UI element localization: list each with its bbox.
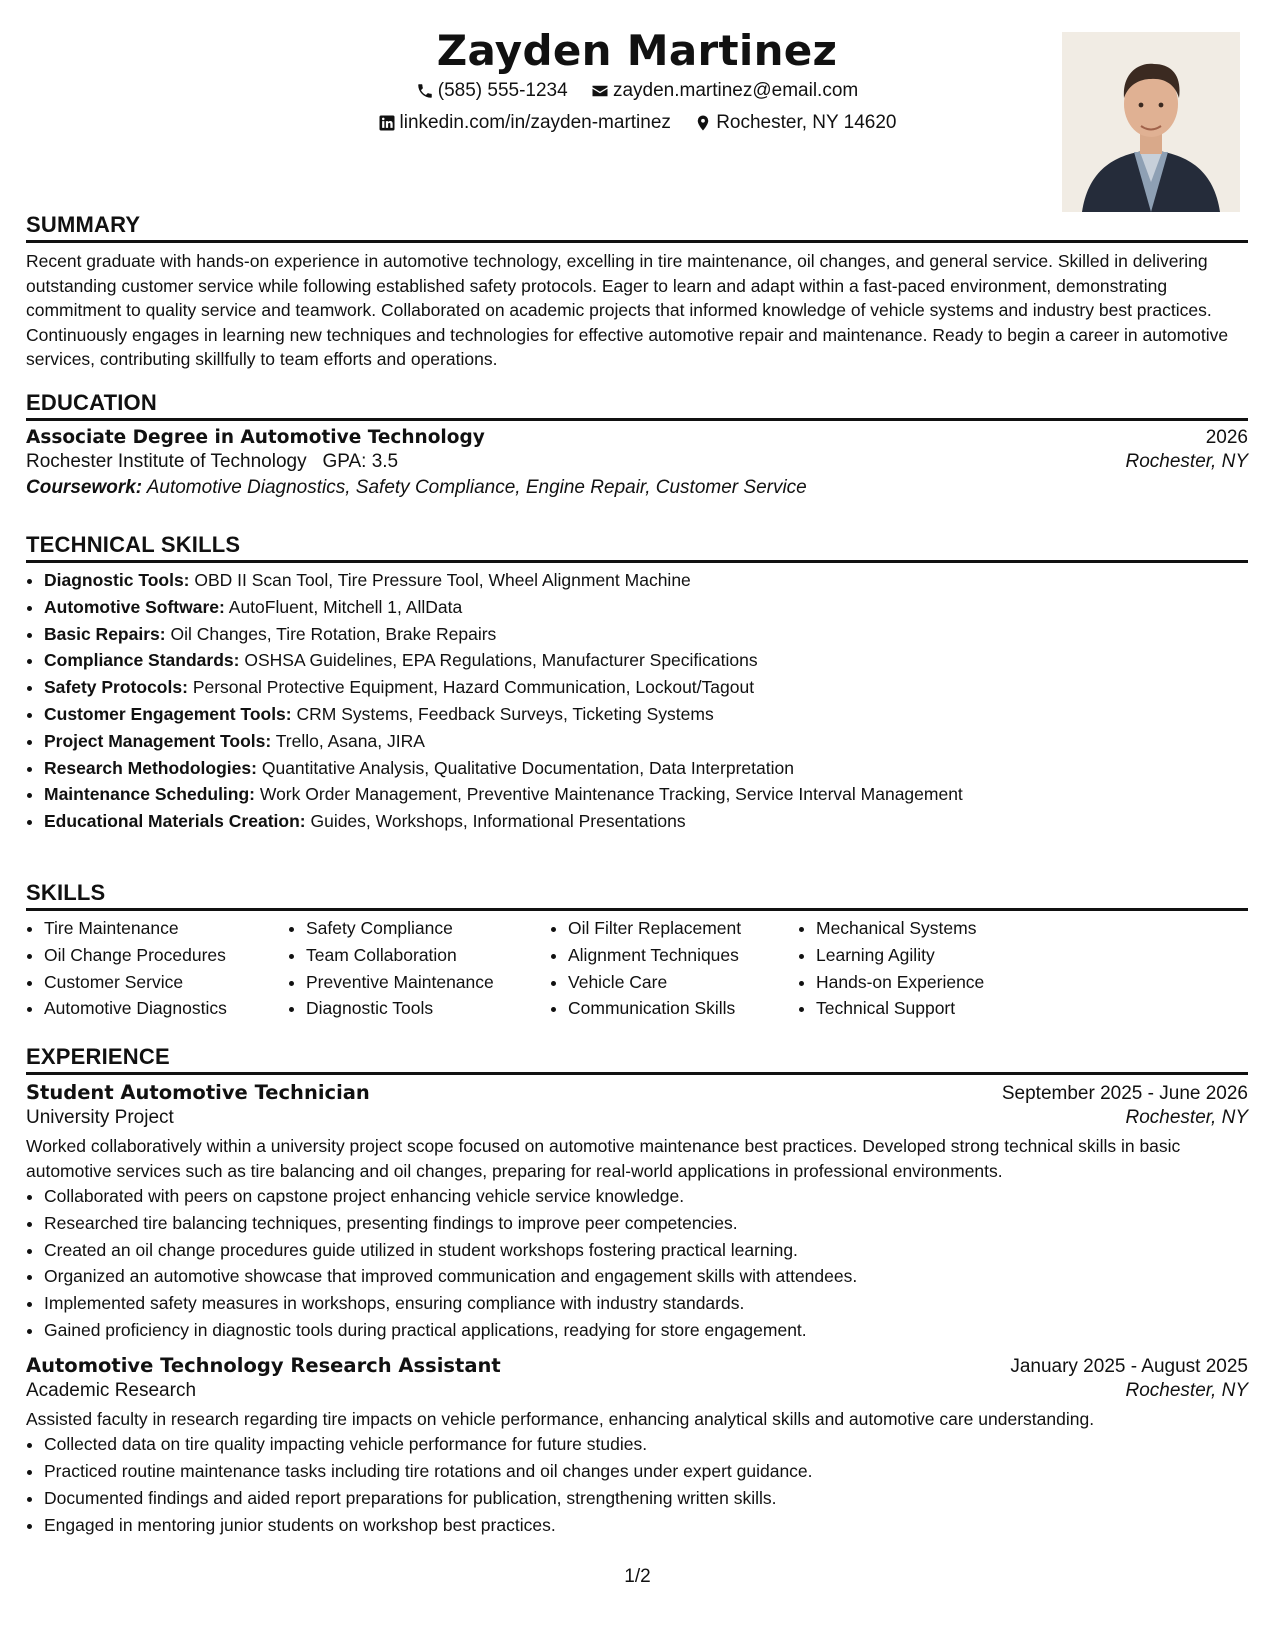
list-item: • Diagnostic Tools: OBD II Scan Tool, Tire Pressure Tool, Wheel Alignment Machine bbox=[44, 567, 1248, 594]
phone-contact[interactable] bbox=[416, 80, 568, 102]
list-item: • Researched tire balancing techniques, presenting findings to improve peer competencies. bbox=[44, 1210, 1248, 1237]
skills-column-3 bbox=[550, 915, 798, 1022]
list-item: • Compliance Standards: OSHSA Guidelines, EPA Regulations, Manufacturer Specifications bbox=[44, 647, 1248, 674]
summary-text: Recent graduate with hands-on experience in automotive technology, excelling in tire maintenance, oil changes, and general service. Skilled in delivering outstanding customer service while following established safety protocols. Eager to learn and adapt within a fast-paced environment, demonstrating commitment to quality service and teamwork. Collaborated on academic projects that informed knowledge of vehicle systems and industry best practices. Continuously engages in learning new techniques and technologies for effective automotive repair and maintenance. Ready to begin a career in automotive services, contributing skillfully to team efforts and operations. bbox=[26, 251, 1229, 369]
profile-photo bbox=[1062, 32, 1240, 212]
job-title: Student Automotive Technician bbox=[26, 1081, 370, 1104]
list-item: • Research Methodologies: Quantitative Analysis, Qualitative Documentation, Data Interpretation bbox=[44, 755, 1248, 782]
job-bullets bbox=[26, 1431, 1248, 1538]
phone-icon bbox=[416, 82, 434, 100]
person-portrait-icon bbox=[1062, 32, 1240, 212]
list-item: • Oil Filter Replacement bbox=[568, 915, 798, 942]
list-item: • Tire Maintenance bbox=[44, 915, 288, 942]
summary-heading: SUMMARY bbox=[26, 212, 1248, 243]
school-location: Rochester, NY bbox=[1125, 451, 1248, 472]
list-item: • Oil Change Procedures bbox=[44, 942, 288, 969]
list-item: • Learning Agility bbox=[816, 942, 1076, 969]
list-item: • Team Collaboration bbox=[306, 942, 550, 969]
degree-title: Associate Degree in Automotive Technology bbox=[26, 427, 485, 448]
linkedin-contact[interactable] bbox=[378, 112, 671, 134]
map-pin-icon bbox=[694, 114, 712, 132]
summary-section bbox=[26, 212, 1248, 372]
job-organization: Academic Research bbox=[26, 1379, 197, 1401]
skills-section bbox=[26, 880, 1248, 1022]
education-degree-row bbox=[26, 427, 1248, 449]
technical-skills-heading: TECHNICAL SKILLS bbox=[26, 532, 1248, 563]
school-info bbox=[26, 451, 398, 473]
job-location: Rochester, NY bbox=[1125, 1107, 1248, 1128]
skills-grid bbox=[26, 915, 1248, 1022]
linkedin-icon bbox=[378, 114, 396, 132]
list-item: • Technical Support bbox=[816, 995, 1076, 1022]
job-organization: University Project bbox=[26, 1107, 174, 1128]
job-bullets bbox=[26, 1183, 1248, 1344]
job-org-row bbox=[26, 1107, 1248, 1129]
list-item: • Engaged in mentoring junior students on workshop best practices. bbox=[44, 1512, 1248, 1539]
list-item: • Hands-on Experience bbox=[816, 969, 1076, 996]
education-section bbox=[26, 390, 1248, 499]
experience-section bbox=[26, 1044, 1248, 1538]
experience-heading: EXPERIENCE bbox=[26, 1044, 1248, 1075]
list-item: • Basic Repairs: Oil Changes, Tire Rotation, Brake Repairs bbox=[44, 621, 1248, 648]
coursework-label: Coursework: bbox=[26, 477, 143, 498]
education-school-row bbox=[26, 451, 1248, 473]
list-item: • Created an oil change procedures guide utilized in student workshops fostering practical learning. bbox=[44, 1237, 1248, 1264]
list-item: • Mechanical Systems bbox=[816, 915, 1076, 942]
job-title-row bbox=[26, 1081, 1248, 1105]
job-entry bbox=[26, 1354, 1248, 1539]
job-summary: Assisted faculty in research regarding tire impacts on vehicle performance, enhancing analytical skills and automotive care understanding. bbox=[26, 1408, 1095, 1429]
list-item: • Safety Compliance bbox=[306, 915, 550, 942]
list-item: • Communication Skills bbox=[568, 995, 798, 1022]
school-name: Rochester Institute of Technology bbox=[26, 451, 307, 472]
list-item: • Vehicle Care bbox=[568, 969, 798, 996]
location-text: Rochester, NY 14620 bbox=[716, 112, 897, 133]
job-summary: Worked collaboratively within a university project scope focused on automotive maintenance best practices. Developed strong technical skills in basic automotive services such as tire balancing and oil changes, preparing for real-world applications in professional environments. bbox=[26, 1136, 1181, 1181]
list-item: • Gained proficiency in diagnostic tools during practical applications, readying for store engagement. bbox=[44, 1317, 1248, 1344]
job-title-row bbox=[26, 1354, 1248, 1378]
email-contact[interactable] bbox=[591, 80, 858, 102]
job-title: Automotive Technology Research Assistant bbox=[26, 1353, 501, 1377]
list-item: • Project Management Tools: Trello, Asana, JIRA bbox=[44, 728, 1248, 755]
list-item: • Organized an automotive showcase that improved communication and engagement skills with attendees. bbox=[44, 1263, 1248, 1290]
list-item: • Collaborated with peers on capstone project enhancing vehicle service knowledge. bbox=[44, 1183, 1248, 1210]
skills-column-4 bbox=[798, 915, 1076, 1022]
list-item: • Implemented safety measures in workshops, ensuring compliance with industry standards. bbox=[44, 1290, 1248, 1317]
list-item: • Safety Protocols: Personal Protective Equipment, Hazard Communication, Lockout/Tagout bbox=[44, 674, 1248, 701]
skills-column-2 bbox=[288, 915, 550, 1022]
job-dates: September 2025 - June 2026 bbox=[1001, 1083, 1248, 1104]
list-item: • Educational Materials Creation: Guides, Workshops, Informational Presentations bbox=[44, 808, 1248, 835]
job-entry bbox=[26, 1081, 1248, 1344]
list-item: • Customer Engagement Tools: CRM Systems, Feedback Surveys, Ticketing Systems bbox=[44, 701, 1248, 728]
list-item: • Automotive Software: AutoFluent, Mitchell 1, AllData bbox=[44, 594, 1248, 621]
linkedin-text: linkedin.com/in/zayden-martinez bbox=[399, 112, 671, 133]
list-item: • Customer Service bbox=[44, 969, 288, 996]
graduation-year: 2026 bbox=[1205, 427, 1248, 448]
envelope-icon bbox=[591, 82, 609, 100]
list-item: • Alignment Techniques bbox=[568, 942, 798, 969]
resume-header bbox=[26, 22, 1248, 222]
technical-skills-list bbox=[26, 567, 1248, 835]
list-item: • Documented findings and aided report preparations for publication, strengthening written skills. bbox=[44, 1485, 1248, 1512]
list-item: • Maintenance Scheduling: Work Order Management, Preventive Maintenance Tracking, Service Interval Management bbox=[44, 781, 1248, 808]
list-item: • Practiced routine maintenance tasks including tire rotations and oil changes under expert guidance. bbox=[44, 1458, 1248, 1485]
email-text: zayden.martinez@email.com bbox=[612, 80, 859, 101]
list-item: • Automotive Diagnostics bbox=[44, 995, 288, 1022]
phone-text: (585) 555-1234 bbox=[437, 80, 568, 101]
page-number: 1/2 bbox=[624, 1566, 651, 1587]
location-contact bbox=[694, 112, 896, 134]
list-item: • Preventive Maintenance bbox=[306, 969, 550, 996]
coursework-line bbox=[26, 477, 1248, 499]
skills-column-1 bbox=[26, 915, 288, 1022]
education-heading: EDUCATION bbox=[26, 390, 1248, 421]
technical-skills-section bbox=[26, 532, 1248, 835]
job-dates: January 2025 - August 2025 bbox=[1010, 1355, 1248, 1377]
list-item: • Diagnostic Tools bbox=[306, 995, 550, 1022]
job-org-row bbox=[26, 1380, 1248, 1402]
skills-heading: SKILLS bbox=[26, 880, 1248, 911]
list-item: • Collected data on tire quality impacting vehicle performance for future studies. bbox=[44, 1431, 1248, 1458]
candidate-name: Zayden Martinez bbox=[436, 26, 838, 75]
coursework-list: Automotive Diagnostics, Safety Compliance, Engine Repair, Customer Service bbox=[146, 477, 807, 498]
job-location: Rochester, NY bbox=[1125, 1379, 1248, 1401]
gpa: GPA: 3.5 bbox=[322, 451, 399, 472]
